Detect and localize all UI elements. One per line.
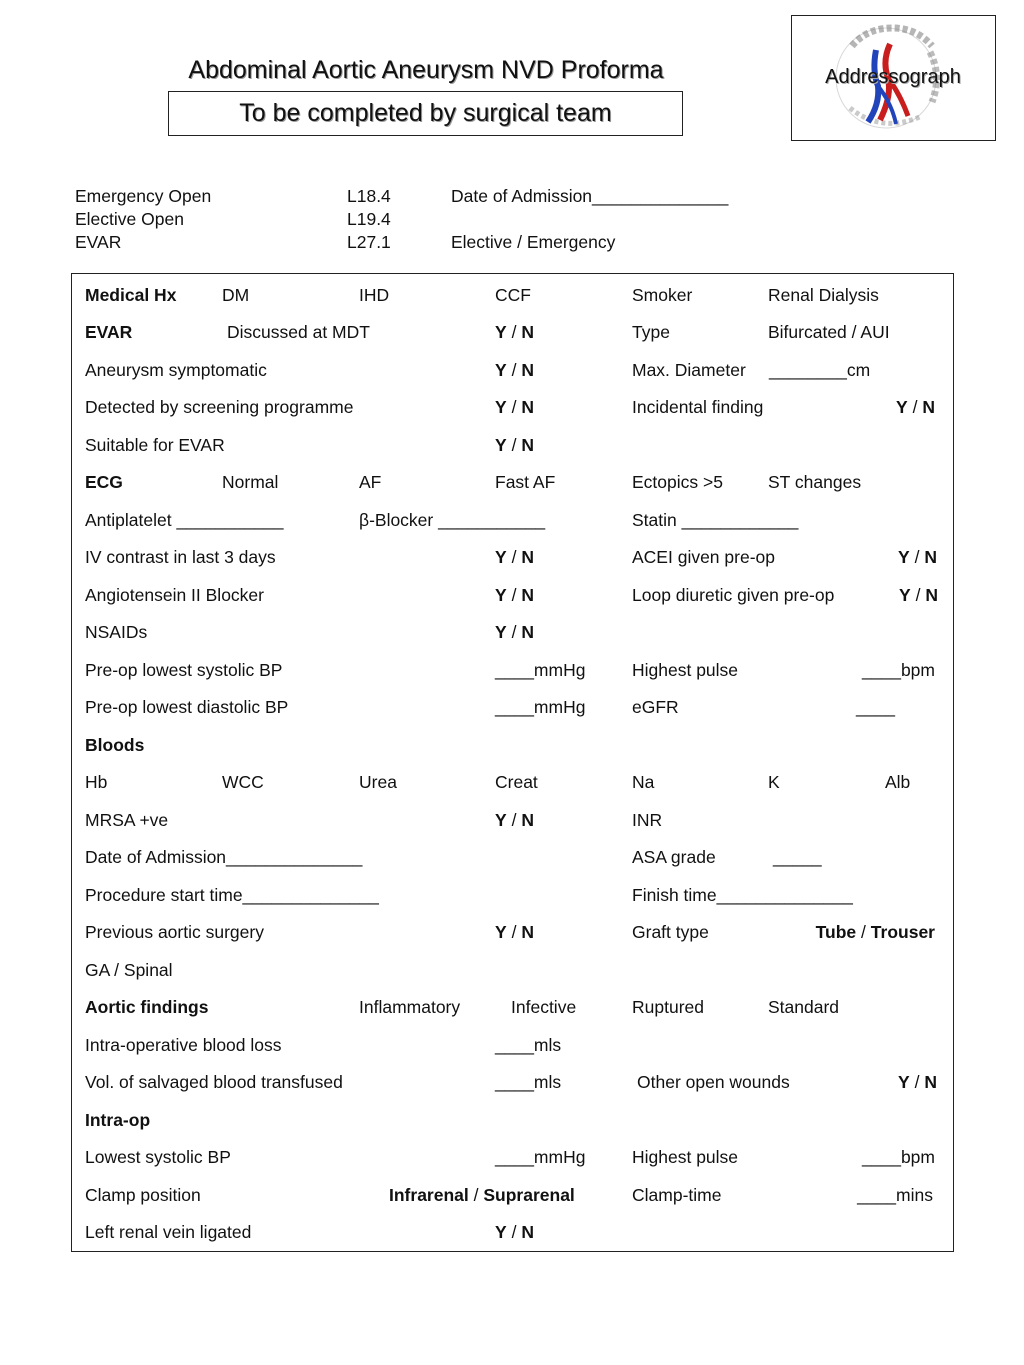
suitable-evar-row — [72, 435, 953, 459]
ihd-option[interactable]: IHD — [359, 285, 390, 305]
previous-aortic-yn[interactable] — [495, 922, 534, 943]
yes-option[interactable]: Y — [495, 322, 507, 342]
blood-loss-field[interactable]: ____mls — [495, 1035, 562, 1055]
preop-systolic-row — [72, 660, 953, 684]
no-option[interactable]: N — [924, 1072, 937, 1092]
asa-grade-field[interactable]: _____ — [773, 847, 822, 867]
yes-option[interactable]: Y — [899, 585, 911, 605]
loop-diuretic-yn[interactable] — [899, 585, 938, 606]
salvaged-blood-label: Vol. of salvaged blood transfused — [85, 1072, 343, 1092]
hb-field[interactable]: Hb — [85, 772, 108, 792]
evar-row — [72, 322, 953, 346]
acei-yn[interactable] — [898, 547, 937, 568]
infective-option[interactable]: Infective — [511, 997, 577, 1017]
elective-open-code: L19.4 — [347, 209, 391, 229]
dm-option[interactable]: DM — [222, 285, 250, 305]
no-option[interactable]: N — [521, 322, 534, 342]
slash: / — [511, 435, 517, 455]
slash: / — [511, 397, 517, 417]
creat-field[interactable]: Creat — [495, 772, 538, 792]
max-diameter-label: Max. Diameter — [632, 360, 746, 380]
elective-emergency-choice[interactable]: Elective / Emergency — [451, 232, 616, 252]
yes-option[interactable]: Y — [896, 397, 908, 417]
yes-option[interactable]: Y — [495, 360, 507, 380]
yes-option[interactable]: Y — [495, 810, 507, 830]
ecg-ectopics-option[interactable]: Ectopics >5 — [632, 472, 723, 492]
addressograph-box — [791, 15, 996, 141]
clamp-time-field[interactable]: ____mins — [857, 1185, 933, 1205]
emergency-open-code: L18.4 — [347, 186, 391, 206]
egfr-field[interactable]: ____ — [856, 697, 895, 717]
no-option[interactable]: N — [521, 1222, 534, 1242]
procedure-start-field[interactable]: Procedure start time______________ — [85, 885, 379, 905]
slash: / — [511, 622, 517, 642]
ecg-af-option[interactable]: AF — [359, 472, 382, 492]
slash: / — [511, 1222, 517, 1242]
type-label: Type — [632, 322, 670, 342]
ecg-row — [72, 472, 953, 496]
preop-diastolic-field[interactable]: ____mmHg — [495, 697, 586, 717]
other-wounds-yn[interactable] — [898, 1072, 937, 1093]
clamp-time-label: Clamp-time — [632, 1185, 722, 1205]
smoker-option[interactable]: Smoker — [632, 285, 693, 305]
emergency-open-label: Emergency Open — [75, 186, 212, 206]
preop-systolic-field[interactable]: ____mmHg — [495, 660, 586, 680]
iv-contrast-label: IV contrast in last 3 days — [85, 547, 276, 567]
graft-type-choice[interactable] — [816, 922, 935, 943]
intra-op-heading: Intra-op — [85, 1110, 151, 1130]
aortic-findings-heading: Aortic findings — [85, 997, 209, 1017]
no-option[interactable]: N — [521, 585, 534, 605]
ecg-heading: ECG — [85, 472, 123, 492]
date-of-admission-form-field[interactable]: Date of Admission______________ — [85, 847, 363, 867]
acei-label: ACEI given pre-op — [632, 547, 775, 567]
beta-blocker-field[interactable]: β-Blocker ___________ — [359, 510, 546, 530]
mrsa-row — [72, 810, 953, 834]
yes-option[interactable]: Y — [495, 435, 507, 455]
left-renal-label: Left renal vein ligated — [85, 1222, 252, 1242]
evar-label: EVAR — [75, 232, 122, 252]
slash: / — [511, 585, 517, 605]
addressograph-label: Addressograph — [825, 66, 961, 88]
aneurysm-symptomatic-row — [72, 360, 953, 384]
admission-asa-row — [72, 847, 953, 871]
na-field[interactable]: Na — [632, 772, 655, 792]
ccf-option[interactable]: CCF — [495, 285, 531, 305]
wcc-field[interactable]: WCC — [222, 772, 264, 792]
medical-hx-heading: Medical Hx — [85, 285, 177, 305]
urea-field[interactable]: Urea — [359, 772, 397, 792]
medical-hx-row — [72, 285, 953, 309]
graft-type-label: Graft type — [632, 922, 709, 942]
slash: / — [511, 360, 517, 380]
page-title: Abdominal Aortic Aneurysm NVD Proforma — [188, 56, 664, 84]
slash: / — [912, 397, 918, 417]
bloods-heading: Bloods — [85, 735, 145, 755]
no-option[interactable]: N — [521, 810, 534, 830]
yes-option[interactable]: Y — [898, 547, 910, 567]
ecg-st-changes-option[interactable]: ST changes — [768, 472, 862, 492]
elective-open-label: Elective Open — [75, 209, 184, 229]
suitable-evar-label: Suitable for EVAR — [85, 435, 225, 455]
incidental-finding-yn[interactable] — [896, 397, 935, 418]
slash: / — [473, 1185, 479, 1205]
mrsa-yn[interactable] — [495, 810, 534, 831]
slash: / — [861, 922, 866, 942]
standard-option[interactable]: Standard — [768, 997, 840, 1017]
no-option[interactable]: N — [521, 360, 534, 380]
loop-diuretic-label: Loop diuretic given pre-op — [632, 585, 835, 605]
lowest-systolic-label: Lowest systolic BP — [85, 1147, 231, 1167]
highest-pulse-label: Highest pulse — [632, 660, 739, 680]
date-of-admission-field[interactable]: Date of Admission______________ — [451, 186, 729, 206]
evar-code: L27.1 — [347, 232, 391, 252]
no-option[interactable]: N — [521, 922, 534, 942]
intraop-highest-pulse-field[interactable]: ____bpm — [862, 1147, 935, 1167]
left-renal-yn[interactable] — [495, 1222, 534, 1243]
inr-field[interactable]: INR — [632, 810, 663, 830]
no-option[interactable]: N — [925, 585, 938, 605]
max-diameter-field[interactable]: ________cm — [769, 360, 871, 380]
aneurysm-symptomatic-label: Aneurysm symptomatic — [85, 360, 267, 380]
incidental-finding-label: Incidental finding — [632, 397, 764, 417]
detected-screening-yn[interactable] — [495, 397, 534, 418]
procedure-time-row — [72, 885, 953, 909]
egfr-label: eGFR — [632, 697, 679, 717]
slash: / — [914, 1072, 920, 1092]
screening-row — [72, 397, 953, 421]
preop-systolic-label: Pre-op lowest systolic BP — [85, 660, 283, 680]
anaesthesia-row — [72, 960, 953, 984]
ecg-fast-af-option[interactable]: Fast AF — [495, 472, 556, 492]
suitable-evar-yn[interactable] — [495, 435, 534, 456]
slash: / — [511, 322, 517, 342]
k-field[interactable]: K — [768, 772, 780, 792]
evar-heading: EVAR — [85, 322, 133, 342]
asa-grade-label: ASA grade — [632, 847, 716, 867]
bloods-heading-row — [72, 735, 953, 759]
lowest-systolic-row — [72, 1147, 953, 1171]
bloods-row — [72, 772, 953, 796]
slash: / — [511, 547, 517, 567]
blood-loss-label: Intra-operative blood loss — [85, 1035, 282, 1055]
infrarenal-option[interactable]: Infrarenal — [389, 1185, 469, 1205]
yes-option[interactable]: Y — [495, 922, 507, 942]
aneurysm-symptomatic-yn[interactable] — [495, 360, 534, 381]
yes-option[interactable]: Y — [495, 397, 507, 417]
previous-aortic-row — [72, 922, 953, 946]
slash: / — [511, 810, 517, 830]
highest-pulse-field[interactable]: ____bpm — [862, 660, 935, 680]
aortic-findings-row — [72, 997, 953, 1021]
ecg-normal-option[interactable]: Normal — [222, 472, 279, 492]
nsaids-row — [72, 622, 953, 646]
no-option[interactable]: N — [922, 397, 935, 417]
yes-option[interactable]: Y — [495, 622, 507, 642]
intra-op-heading-row — [72, 1110, 953, 1134]
tube-option[interactable]: Tube — [815, 922, 857, 942]
yes-option[interactable]: Y — [495, 1222, 507, 1242]
left-renal-row — [72, 1222, 953, 1246]
discussed-mdt-yn[interactable] — [495, 322, 534, 343]
no-option[interactable]: N — [521, 547, 534, 567]
bifurcated-aui-choice[interactable]: Bifurcated / AUI — [768, 322, 890, 342]
slash: / — [915, 585, 921, 605]
no-option[interactable]: N — [924, 547, 937, 567]
subtitle: To be completed by surgical team — [239, 99, 612, 127]
suprarenal-option[interactable]: Suprarenal — [483, 1185, 575, 1205]
no-option[interactable]: N — [521, 435, 534, 455]
inflammatory-option[interactable]: Inflammatory — [359, 997, 461, 1017]
antiplatelet-field[interactable]: Antiplatelet ___________ — [85, 510, 284, 530]
detected-screening-label: Detected by screening programme — [85, 397, 354, 417]
nsaids-label: NSAIDs — [85, 622, 148, 642]
ruptured-option[interactable]: Ruptured — [632, 997, 704, 1017]
subtitle-box — [168, 91, 683, 136]
trouser-option[interactable]: Trouser — [870, 922, 935, 942]
renal-dialysis-option[interactable]: Renal Dialysis — [768, 285, 879, 305]
nsaids-yn[interactable] — [495, 622, 534, 643]
other-wounds-label: Other open wounds — [637, 1072, 790, 1092]
salvaged-blood-row — [72, 1072, 953, 1096]
blood-loss-row — [72, 1035, 953, 1059]
yes-option[interactable]: Y — [495, 547, 507, 567]
lowest-systolic-field[interactable]: ____mmHg — [495, 1147, 586, 1167]
clamp-position-choice[interactable] — [389, 1185, 575, 1206]
angiotensin-yn[interactable] — [495, 585, 534, 606]
yes-option[interactable]: Y — [495, 585, 507, 605]
no-option[interactable]: N — [521, 397, 534, 417]
previous-aortic-label: Previous aortic surgery — [85, 922, 264, 942]
proforma-form — [71, 273, 954, 1252]
yes-option[interactable]: Y — [898, 1072, 910, 1092]
clamp-row — [72, 1185, 953, 1209]
slash: / — [914, 547, 920, 567]
ga-spinal-choice[interactable]: GA / Spinal — [85, 960, 173, 980]
slash: / — [511, 922, 517, 942]
preop-diastolic-label: Pre-op lowest diastolic BP — [85, 697, 289, 717]
iv-contrast-row — [72, 547, 953, 571]
angiotensin-label: Angiotensein II Blocker — [85, 585, 264, 605]
discussed-mdt-label: Discussed at MDT — [227, 322, 370, 342]
finish-time-field[interactable]: Finish time______________ — [632, 885, 853, 905]
preop-diastolic-row — [72, 697, 953, 721]
alb-field[interactable]: Alb — [885, 772, 911, 792]
medications-row — [72, 510, 953, 534]
mrsa-label: MRSA +ve — [85, 810, 169, 830]
angiotensin-row — [72, 585, 953, 609]
clamp-position-label: Clamp position — [85, 1185, 201, 1205]
no-option[interactable]: N — [521, 622, 534, 642]
iv-contrast-yn[interactable] — [495, 547, 534, 568]
intraop-highest-pulse-label: Highest pulse — [632, 1147, 739, 1167]
salvaged-blood-field[interactable]: ____mls — [495, 1072, 562, 1092]
statin-field[interactable]: Statin ____________ — [632, 510, 799, 530]
